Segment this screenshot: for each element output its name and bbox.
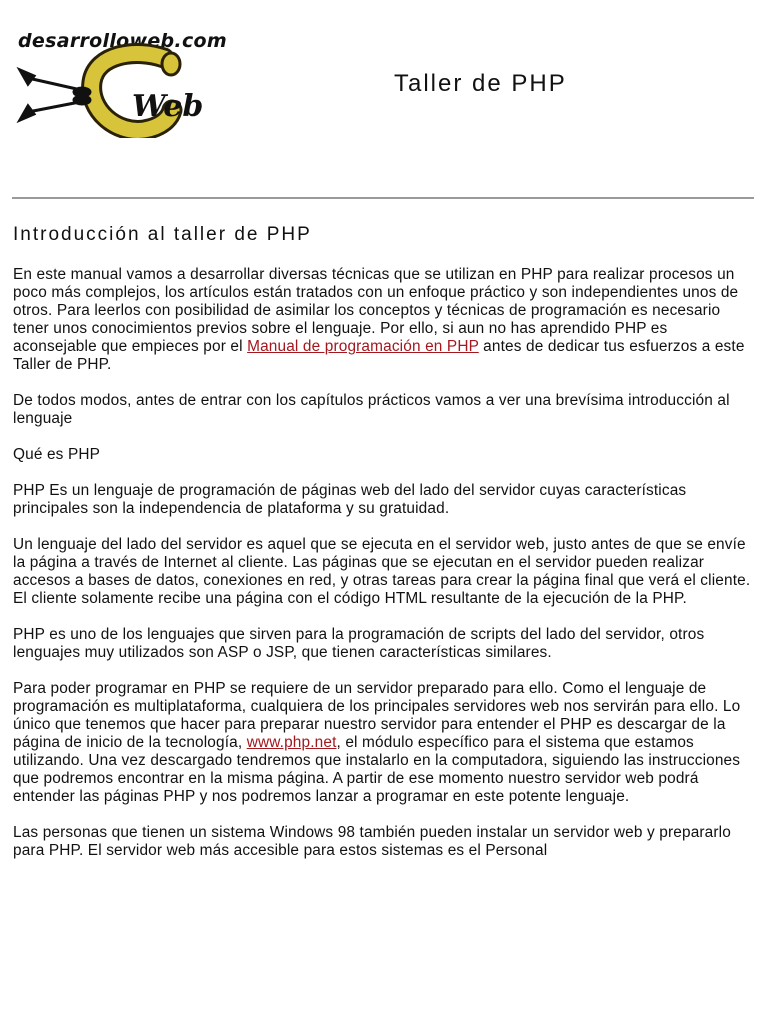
p7-text-before: Para poder programar en PHP se requiere de un servidor preparado para ello. Como el lenguaje de programación es multiplataforma, cualquiera de los principales servidores web nos servirán para ello. Lo único que tenemos que hacer para preparar nuestro servidor para entender el PHP es descargar de la página de inicio de la tecnología,	[13, 680, 741, 751]
php-manual-link[interactable]: Manual de programación en PHP	[247, 338, 479, 355]
logo-mark: Web	[132, 89, 204, 124]
intro-text-after: antes de dedicar tus esfuerzos a este Taller de PHP.	[13, 338, 745, 373]
header-divider	[12, 197, 754, 199]
paragraph-8: Las personas que tienen un sistema Windows 98 también pueden instalar un servidor web y prepararlo para PHP. El servidor web más accesible para estos sistemas es el Personal	[13, 824, 731, 859]
page-title: Taller de PHP	[394, 70, 567, 97]
php-net-link[interactable]: www.php.net	[246, 734, 337, 751]
page-header	[0, 0, 768, 190]
intro-text-before: En este manual vamos a desarrollar diversas técnicas que se utilizan en PHP para realizar procesos un poco más complejos, los artículos están tratados con un enfoque práctico y son independientes unos de otros. Para leerlos con posibilidad de asimilar los conceptos y técnicas de programación es necesario tener unos conocimientos previos sobre el lenguaje. Por ello, si aun no has aprendido PHP es aconsejable que empieces por el	[13, 266, 739, 355]
section-subheading: Qué es PHP	[13, 446, 101, 463]
paragraph-2: De todos modos, antes de entrar con los capítulos prácticos vamos a ver una brevísima introducción al lenguaje	[13, 392, 730, 427]
intro-paragraph	[13, 266, 753, 374]
paragraph-7	[13, 680, 753, 806]
paragraph-6: PHP es uno de los lenguajes que sirven para la programación de scripts del lado del servidor, otros lenguajes muy utilizados son ASP o JSP, que tienen características similares.	[13, 626, 705, 661]
article-heading: Introducción al taller de PHP	[13, 224, 312, 245]
paragraph-4: PHP Es un lenguaje de programación de páginas web del lado del servidor cuyas características principales son la independencia de plataforma y su gratuidad.	[13, 482, 687, 517]
logo-darts-icon	[14, 30, 218, 138]
site-logo[interactable]	[14, 30, 227, 138]
paragraph-5: Un lenguaje del lado del servidor es aquel que se ejecuta en el servidor web, justo antes de que se envíe la página a través de Internet al cliente. Las páginas que se ejecutan en el servidor pueden realizar accesos a bases de datos, conexiones en red, y otras tareas para crear la página final que verá el cliente. El cliente solamente recibe una página con el código HTML resultante de la ejecución de la PHP.	[13, 536, 751, 607]
logo-text: desarrolloweb.com	[18, 30, 227, 52]
p7-text-after: , el módulo específico para el sistema que estamos utilizando. Una vez descargado tendremos que instalarlo en la computadora, siguiendo las instrucciones que podremos encontrar en la misma página. A partir de ese momento nuestro servidor web podrá entender las páginas PHP y nos podremos lanzar a programar en este potente lenguaje.	[13, 734, 741, 805]
article-body	[13, 224, 753, 878]
